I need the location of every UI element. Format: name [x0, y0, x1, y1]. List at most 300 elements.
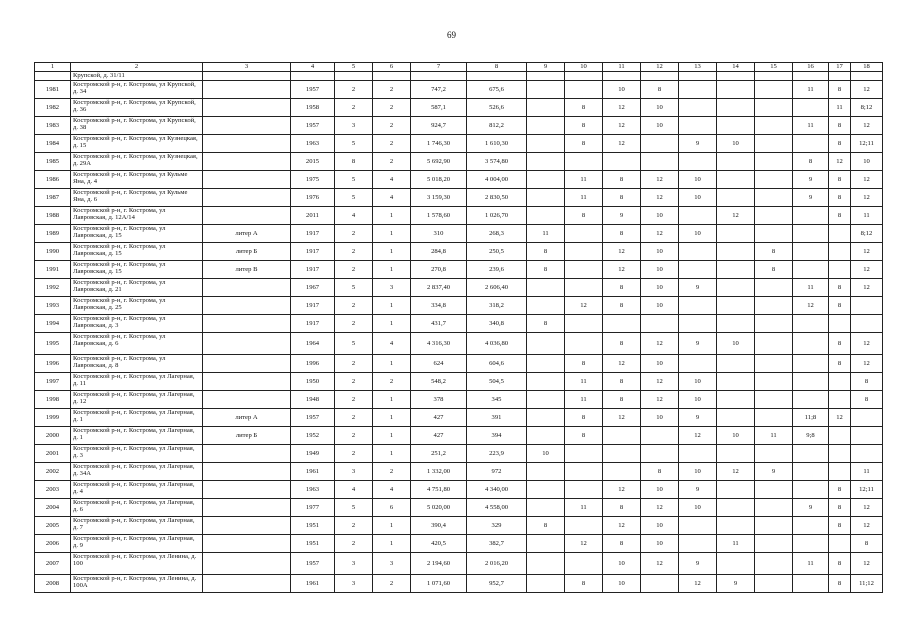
table-row: [35, 99, 883, 117]
table-cell: [565, 445, 603, 463]
table-cell: [527, 99, 565, 117]
table-cell: [829, 373, 851, 391]
table-cell: 10: [679, 391, 717, 409]
table-cell: [755, 297, 793, 315]
table-cell: [527, 279, 565, 297]
table-cell: 8: [829, 355, 851, 373]
address-cell: Костромской р-н, г. Кострома, ул Кульме Яна, д. 6: [71, 189, 203, 207]
table-cell: 270,8: [411, 261, 467, 279]
table-cell: 4 316,30: [411, 333, 467, 355]
table-cell: 427: [411, 409, 467, 427]
table-cell: 12;11: [851, 135, 883, 153]
table-cell: 8: [527, 517, 565, 535]
table-cell: 12: [603, 355, 641, 373]
table-cell: 4: [335, 481, 373, 499]
table-cell: 8: [755, 261, 793, 279]
table-cell: [755, 391, 793, 409]
column-number: 6: [373, 63, 411, 72]
table-cell: 11: [793, 81, 829, 99]
table-cell: 340,8: [467, 315, 527, 333]
table-cell: [793, 463, 829, 481]
table-cell: 10: [641, 261, 679, 279]
table-cell: 10: [641, 99, 679, 117]
table-cell: [411, 72, 467, 81]
column-number: 1: [35, 63, 71, 72]
table-cell: [829, 427, 851, 445]
row-number-cell: 1990: [35, 243, 71, 261]
table-cell: [717, 517, 755, 535]
table-cell: 10: [641, 517, 679, 535]
column-number: 4: [291, 63, 335, 72]
table-cell: [793, 481, 829, 499]
table-cell: 3: [335, 463, 373, 481]
table-cell: 12;11: [851, 481, 883, 499]
table-cell: 952,7: [467, 575, 527, 593]
address-cell: Костромской р-н, г. Кострома, ул Лагерная, д. 1: [71, 427, 203, 445]
table-cell: [527, 117, 565, 135]
table-cell: [829, 225, 851, 243]
row-number-cell: 1985: [35, 153, 71, 171]
table-row: [35, 355, 883, 373]
table-cell: 3 574,80: [467, 153, 527, 171]
table-cell: 8: [603, 279, 641, 297]
address-cell: Костромской р-н, г. Кострома, ул Лагерная, д. 34А: [71, 463, 203, 481]
table-cell: 8: [603, 225, 641, 243]
table-cell: [829, 261, 851, 279]
table-cell: 431,7: [411, 315, 467, 333]
table-cell: 9: [679, 279, 717, 297]
column-number: 10: [565, 63, 603, 72]
table-cell: 2: [373, 153, 411, 171]
table-row: [35, 333, 883, 355]
table-cell: [793, 575, 829, 593]
table-cell: 12: [641, 553, 679, 575]
table-cell: 1 578,60: [411, 207, 467, 225]
table-cell: 10: [641, 409, 679, 427]
table-cell: 284,8: [411, 243, 467, 261]
address-cell: Костромской р-н, г. Кострома, ул Лагерная, д. 9: [71, 535, 203, 553]
table-cell: 11: [851, 207, 883, 225]
table-cell: [679, 81, 717, 99]
table-cell: [603, 463, 641, 481]
address-cell: Костромской р-н, г. Кострома, ул Крупской, д. 34: [71, 81, 203, 99]
table-cell: [755, 171, 793, 189]
table-cell: 12: [851, 117, 883, 135]
table-cell: [527, 135, 565, 153]
row-number-cell: 1996: [35, 355, 71, 373]
table-cell: [527, 391, 565, 409]
table-cell: [527, 297, 565, 315]
table-row: [35, 575, 883, 593]
table-cell: 1963: [291, 135, 335, 153]
table-cell: 10: [603, 81, 641, 99]
row-number-cell: 1995: [35, 333, 71, 355]
table-cell: 8: [829, 81, 851, 99]
table-cell: 2: [335, 373, 373, 391]
table-row: [35, 427, 883, 445]
table-cell: 11;8: [793, 409, 829, 427]
table-cell: [203, 81, 291, 99]
table-cell: 2011: [291, 207, 335, 225]
table-cell: [793, 72, 829, 81]
address-cell: Костромской р-н, г. Кострома, ул Лагерная, д. 7: [71, 517, 203, 535]
table-cell: 8: [793, 153, 829, 171]
table-cell: 8: [829, 333, 851, 355]
table-cell: [203, 517, 291, 535]
row-number-cell: 2003: [35, 481, 71, 499]
table-cell: 10: [717, 135, 755, 153]
table-cell: [829, 315, 851, 333]
table-cell: 8: [829, 575, 851, 593]
table-cell: [603, 153, 641, 171]
table-cell: [565, 315, 603, 333]
table-cell: 8: [603, 333, 641, 355]
address-cell: Костромской р-н, г. Кострома, ул Крупской, д. 36: [71, 99, 203, 117]
table-cell: 12: [603, 261, 641, 279]
row-number-cell: 1998: [35, 391, 71, 409]
table-cell: [203, 553, 291, 575]
table-cell: [829, 445, 851, 463]
table-cell: [717, 117, 755, 135]
column-number: 12: [641, 63, 679, 72]
table-cell: 1975: [291, 171, 335, 189]
table-cell: 1 071,60: [411, 575, 467, 593]
table-row: [35, 81, 883, 99]
table-row: [35, 517, 883, 535]
table-cell: 1 332,00: [411, 463, 467, 481]
table-cell: 5: [335, 135, 373, 153]
table-cell: [527, 553, 565, 575]
table-cell: 12: [829, 409, 851, 427]
table-cell: 1917: [291, 243, 335, 261]
table-cell: [679, 315, 717, 333]
table-cell: 526,6: [467, 99, 527, 117]
table-cell: 11: [527, 225, 565, 243]
table-cell: [603, 315, 641, 333]
table-cell: [829, 72, 851, 81]
table-row: [35, 297, 883, 315]
column-number: 14: [717, 63, 755, 72]
table-cell: 1: [373, 297, 411, 315]
table-cell: [565, 81, 603, 99]
table-cell: 12: [851, 517, 883, 535]
table-cell: [527, 463, 565, 481]
table-cell: 8: [565, 427, 603, 445]
table-cell: 12: [851, 243, 883, 261]
table-cell: [755, 135, 793, 153]
table-cell: 604,6: [467, 355, 527, 373]
table-cell: [679, 117, 717, 135]
table-cell: [203, 72, 291, 81]
table-cell: 2: [335, 261, 373, 279]
row-number-cell: 1988: [35, 207, 71, 225]
table-cell: 2: [335, 81, 373, 99]
table-cell: 2 837,40: [411, 279, 467, 297]
table-cell: [527, 333, 565, 355]
table-cell: 10: [679, 225, 717, 243]
table-cell: 391: [467, 409, 527, 427]
table-cell: [829, 463, 851, 481]
table-cell: [527, 481, 565, 499]
address-cell: Костромской р-н, г. Кострома, ул Кузнецкая, д. 15: [71, 135, 203, 153]
table-cell: 4: [335, 207, 373, 225]
table-cell: 10: [603, 553, 641, 575]
table-cell: 10: [641, 117, 679, 135]
table-cell: [565, 463, 603, 481]
column-number: 18: [851, 63, 883, 72]
table-cell: 11: [565, 189, 603, 207]
table-cell: 8: [603, 189, 641, 207]
table-cell: 1951: [291, 517, 335, 535]
table-cell: 1: [373, 445, 411, 463]
table-cell: 8: [829, 171, 851, 189]
table-cell: [755, 445, 793, 463]
table-cell: 9: [679, 553, 717, 575]
table-cell: 1948: [291, 391, 335, 409]
table-cell: 924,7: [411, 117, 467, 135]
row-number-cell: 1986: [35, 171, 71, 189]
table-cell: 8: [565, 409, 603, 427]
table-cell: [793, 243, 829, 261]
table-cell: 268,3: [467, 225, 527, 243]
table-cell: 9: [717, 575, 755, 593]
table-cell: 1: [373, 243, 411, 261]
table-cell: 8: [829, 189, 851, 207]
table-cell: 8: [527, 261, 565, 279]
row-number-cell: 2004: [35, 499, 71, 517]
table-cell: [851, 427, 883, 445]
table-cell: [755, 207, 793, 225]
table-cell: 3: [335, 575, 373, 593]
table-cell: [717, 225, 755, 243]
table-cell: [679, 99, 717, 117]
table-cell: 11;12: [851, 575, 883, 593]
address-cell: Костромской р-н, г. Кострома, ул Кульме Яна, д. 4: [71, 171, 203, 189]
table-cell: [717, 153, 755, 171]
table-cell: 2: [373, 99, 411, 117]
table-cell: 10: [641, 535, 679, 553]
row-number-cell: 1991: [35, 261, 71, 279]
table-cell: 1917: [291, 225, 335, 243]
table-cell: 8: [603, 391, 641, 409]
table-cell: [793, 517, 829, 535]
table-cell: 250,5: [467, 243, 527, 261]
table-cell: 12: [641, 189, 679, 207]
table-cell: 1 746,30: [411, 135, 467, 153]
table-cell: [203, 153, 291, 171]
table-cell: 12: [641, 391, 679, 409]
table-cell: [829, 391, 851, 409]
row-number-cell: 2002: [35, 463, 71, 481]
row-number-cell: 2001: [35, 445, 71, 463]
table-cell: 1: [373, 355, 411, 373]
table-cell: [717, 243, 755, 261]
table-cell: [755, 535, 793, 553]
table-cell: [755, 117, 793, 135]
table-cell: 12: [565, 535, 603, 553]
table-cell: 3 159,30: [411, 189, 467, 207]
address-cell: Костромской р-н, г. Кострома, ул Лавровская, д. 25: [71, 297, 203, 315]
table-cell: 9: [679, 135, 717, 153]
table-cell: 972: [467, 463, 527, 481]
table-cell: [203, 99, 291, 117]
table-row: [35, 315, 883, 333]
table-cell: [565, 517, 603, 535]
table-cell: 747,2: [411, 81, 467, 99]
address-cell: Крупской, д. 31/11: [71, 72, 203, 81]
table-cell: 12: [851, 189, 883, 207]
column-number: 2: [71, 63, 203, 72]
table-cell: 8: [603, 535, 641, 553]
table-cell: 2: [335, 409, 373, 427]
table-cell: 12: [565, 297, 603, 315]
table-cell: [793, 207, 829, 225]
table-cell: [203, 315, 291, 333]
table-cell: [717, 81, 755, 99]
table-cell: 3: [373, 279, 411, 297]
table-cell: 8: [565, 135, 603, 153]
table-cell: 1: [373, 427, 411, 445]
continuation-row: [35, 72, 883, 81]
table-cell: 9: [793, 499, 829, 517]
table-cell: [641, 72, 679, 81]
table-cell: [527, 575, 565, 593]
table-cell: 8: [603, 373, 641, 391]
table-cell: 675,6: [467, 81, 527, 99]
table-row: [35, 463, 883, 481]
table-cell: 2015: [291, 153, 335, 171]
table-cell: 10: [679, 373, 717, 391]
column-number: 7: [411, 63, 467, 72]
table-cell: [679, 445, 717, 463]
row-number-cell: 2007: [35, 553, 71, 575]
table-cell: [203, 481, 291, 499]
table-cell: 12: [603, 481, 641, 499]
table-cell: [717, 355, 755, 373]
table-cell: [717, 189, 755, 207]
table-cell: 1: [373, 535, 411, 553]
table-cell: [679, 207, 717, 225]
table-cell: [203, 355, 291, 373]
table-cell: 10: [641, 355, 679, 373]
table-cell: [565, 261, 603, 279]
table-cell: 10: [641, 297, 679, 315]
table-cell: 12: [851, 279, 883, 297]
address-cell: Костромской р-н, г. Кострома, ул Ленина, д. 100: [71, 553, 203, 575]
table-cell: 11: [717, 535, 755, 553]
table-cell: [755, 153, 793, 171]
table-cell: 1: [373, 207, 411, 225]
table-cell: 11: [851, 463, 883, 481]
table-cell: 8;12: [851, 99, 883, 117]
table-cell: 12: [603, 409, 641, 427]
row-number-cell: 2008: [35, 575, 71, 593]
table-row: [35, 243, 883, 261]
table-cell: 2 194,60: [411, 553, 467, 575]
table-cell: 8: [603, 499, 641, 517]
table-cell: 5 018,20: [411, 171, 467, 189]
table-cell: [755, 409, 793, 427]
table-cell: 10: [641, 481, 679, 499]
table-cell: 5: [335, 279, 373, 297]
table-cell: [851, 315, 883, 333]
table-cell: 4: [373, 333, 411, 355]
table-cell: [717, 72, 755, 81]
table-cell: 10: [641, 243, 679, 261]
table-row: [35, 225, 883, 243]
table-cell: 8: [851, 373, 883, 391]
table-cell: 8: [335, 153, 373, 171]
table-cell: 2: [335, 315, 373, 333]
table-cell: [717, 481, 755, 499]
table-cell: [565, 72, 603, 81]
table-cell: [527, 207, 565, 225]
table-cell: [755, 315, 793, 333]
column-number-header: [35, 63, 883, 72]
table-cell: 4 340,00: [467, 481, 527, 499]
table-cell: 12: [603, 99, 641, 117]
table-cell: 12: [603, 243, 641, 261]
table-cell: [603, 427, 641, 445]
table-cell: 9: [679, 409, 717, 427]
table-cell: [641, 153, 679, 171]
table-cell: 10: [527, 445, 565, 463]
table-row: [35, 189, 883, 207]
table-row: [35, 261, 883, 279]
table-cell: [203, 171, 291, 189]
row-number-cell: 2000: [35, 427, 71, 445]
table-cell: 2: [335, 535, 373, 553]
table-cell: [717, 99, 755, 117]
table-cell: [565, 279, 603, 297]
table-cell: [203, 445, 291, 463]
address-cell: Костромской р-н, г. Кострома, ул Лагерная, д. 6: [71, 499, 203, 517]
table-cell: [717, 261, 755, 279]
address-cell: Костромской р-н, г. Кострома, ул Лавровская, д. 21: [71, 279, 203, 297]
address-cell: Костромской р-н, г. Кострома, ул Лавровская, д. 6: [71, 333, 203, 355]
table-cell: 8: [565, 117, 603, 135]
table-cell: 1952: [291, 427, 335, 445]
table-row: [35, 499, 883, 517]
table-cell: 10: [679, 189, 717, 207]
table-cell: 420,5: [411, 535, 467, 553]
table-cell: 3: [335, 117, 373, 135]
table-cell: 12: [851, 499, 883, 517]
table-cell: 8: [755, 243, 793, 261]
table-row: [35, 373, 883, 391]
table-cell: 8: [829, 297, 851, 315]
table-cell: 8: [603, 171, 641, 189]
row-number-cell: 1983: [35, 117, 71, 135]
column-number: 13: [679, 63, 717, 72]
table-cell: 504,5: [467, 373, 527, 391]
table-cell: [335, 72, 373, 81]
address-cell: Костромской р-н, г. Кострома, ул Лагерная, д. 11: [71, 373, 203, 391]
table-cell: 8: [829, 481, 851, 499]
table-cell: 8: [565, 99, 603, 117]
table-cell: 239,6: [467, 261, 527, 279]
table-cell: [527, 427, 565, 445]
table-cell: 1977: [291, 499, 335, 517]
table-cell: 4 751,80: [411, 481, 467, 499]
table-cell: [679, 261, 717, 279]
table-cell: [793, 261, 829, 279]
table-cell: [793, 391, 829, 409]
table-cell: [203, 575, 291, 593]
table-cell: [679, 517, 717, 535]
table-cell: 10: [641, 207, 679, 225]
table-cell: 5: [335, 171, 373, 189]
